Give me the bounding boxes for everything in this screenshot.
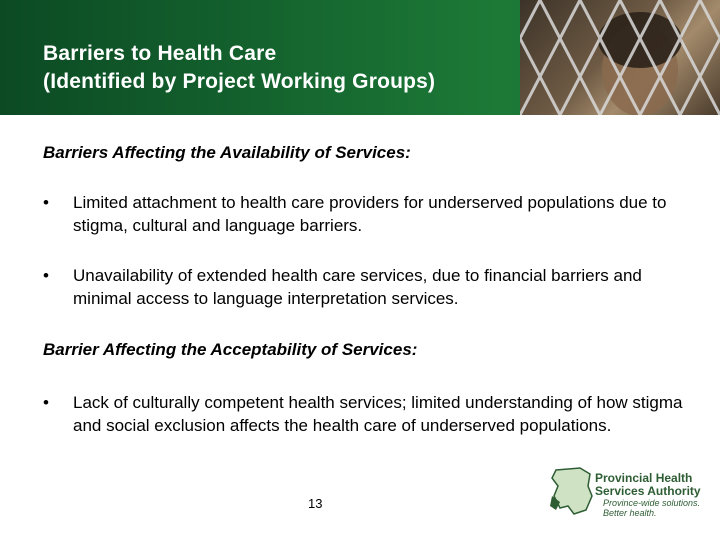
section-heading-availability: Barriers Affecting the Availability of Services: [43,143,411,162]
slide-title-line-1: Barriers to Health Care [43,42,277,65]
slide-title-line-2: (Identified by Project Working Groups) [43,70,436,93]
title-banner [0,0,720,115]
slide-title [43,40,435,96]
logo-org-line-2: Services Authority [595,484,701,498]
bullet-point: • [43,393,49,412]
logo-tagline-line-1: Province-wide solutions. [603,498,701,508]
logo-org-line-1: Provincial Health [595,471,693,485]
chain-link-fence-image [520,0,720,115]
bullet-point: • [43,193,49,212]
bullet-text: Lack of culturally competent health services; limited understanding of how stigma and social exclusion affects the health care of underserved populations. [73,393,683,435]
page-number: 13 [308,496,323,511]
bullet-text: Limited attachment to health care providers for underserved populations due to stigma, cultural and language barriers. [73,193,667,235]
child-behind-fence-photo [520,0,720,115]
bullet-point: • [43,266,49,285]
bc-map-icon [550,466,594,516]
phsa-logo [550,466,720,518]
section-heading-acceptability: Barrier Affecting the Acceptability of Services: [43,340,418,359]
bullet-text: Unavailability of extended health care services, due to financial barriers and minimal access to language interpretation services. [73,266,642,308]
logo-tagline-line-2: Better health. [603,508,657,518]
